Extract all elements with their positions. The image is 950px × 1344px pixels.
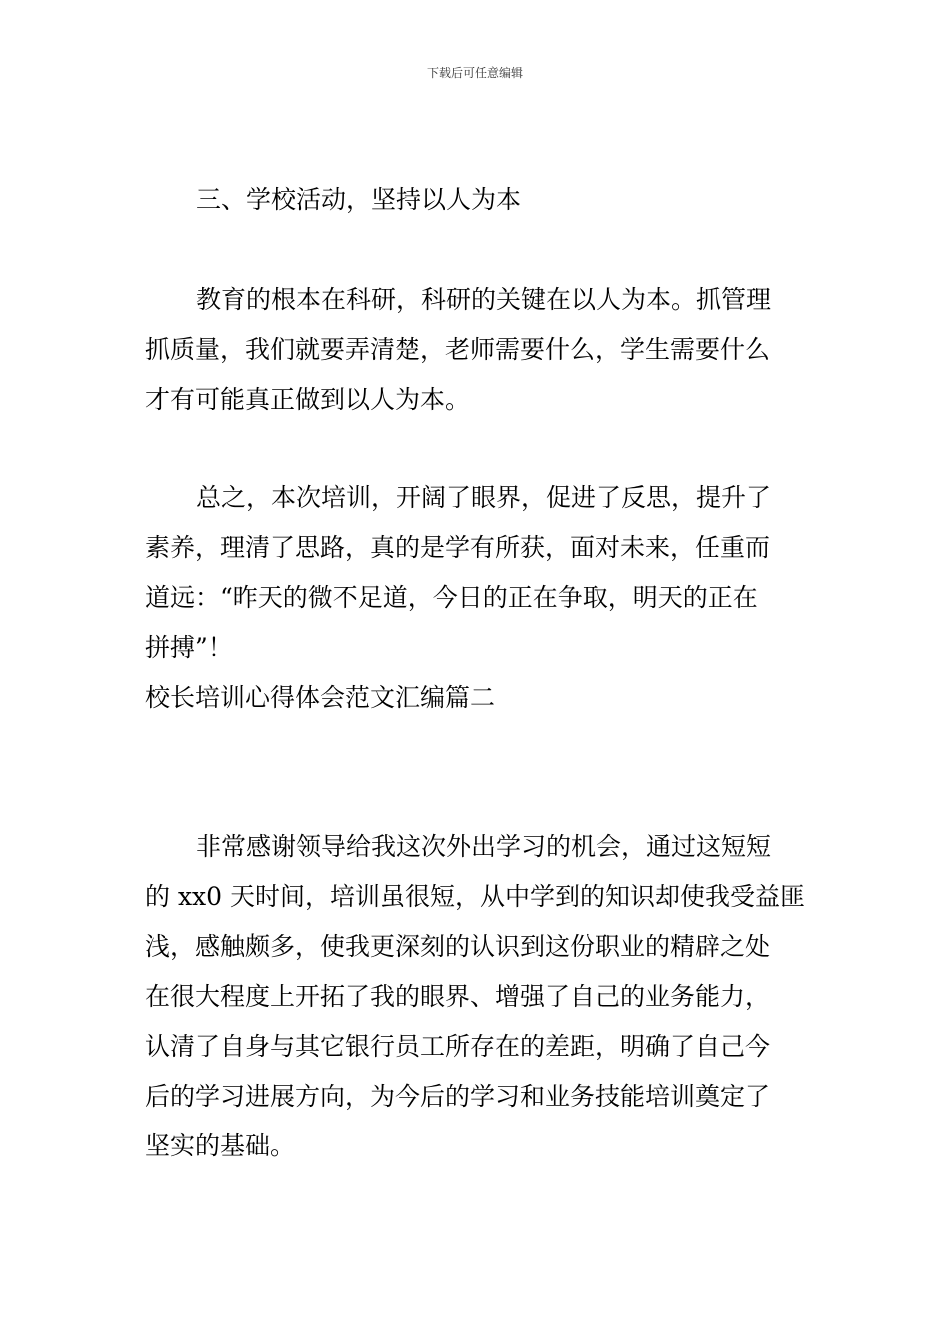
paragraph-line: 的 xx0 天时间，培训虽很短，从中学到的知识却使我受益匪: [145, 882, 805, 911]
paragraph-line: 道远：“昨天的微不足道，今日的正在争取，明天的正在: [145, 583, 758, 612]
download-note: 下载后可任意编辑: [426, 66, 523, 80]
paragraph-line: 拼搏”！: [145, 633, 233, 662]
section-heading: 三、学校活动，坚持以人为本: [196, 185, 522, 214]
paragraph-line: 坚实的基础。: [145, 1131, 296, 1160]
paragraph-line: 素养，理清了思路，真的是学有所获，面对未来，任重而: [145, 533, 771, 562]
paragraph-line: 总之，本次培训，开阔了眼界，促进了反思，提升了: [196, 483, 772, 512]
paragraph-line: 在很大程度上开拓了我的眼界、增强了自己的业务能力，: [145, 982, 771, 1011]
paragraph-line: 才有可能真正做到以人为本。: [145, 385, 471, 414]
paragraph-line: 非常感谢领导给我这次外出学习的机会，通过这短短: [196, 832, 772, 861]
paragraph-line: 教育的根本在科研，科研的关键在以人为本。抓管理: [196, 285, 772, 314]
paragraph-line: 抓质量，我们就要弄清楚，老师需要什么，学生需要什么: [145, 335, 771, 364]
paragraph-line: 认清了自身与其它银行员工所存在的差距，明确了自己今: [145, 1032, 771, 1061]
paragraph-line: 浅，感触颇多，使我更深刻的认识到这份职业的精辟之处: [145, 932, 771, 961]
article-title: 校长培训心得体会范文汇编篇二: [145, 683, 496, 712]
paragraph-line: 后的学习进展方向，为今后的学习和业务技能培训奠定了: [145, 1082, 771, 1111]
